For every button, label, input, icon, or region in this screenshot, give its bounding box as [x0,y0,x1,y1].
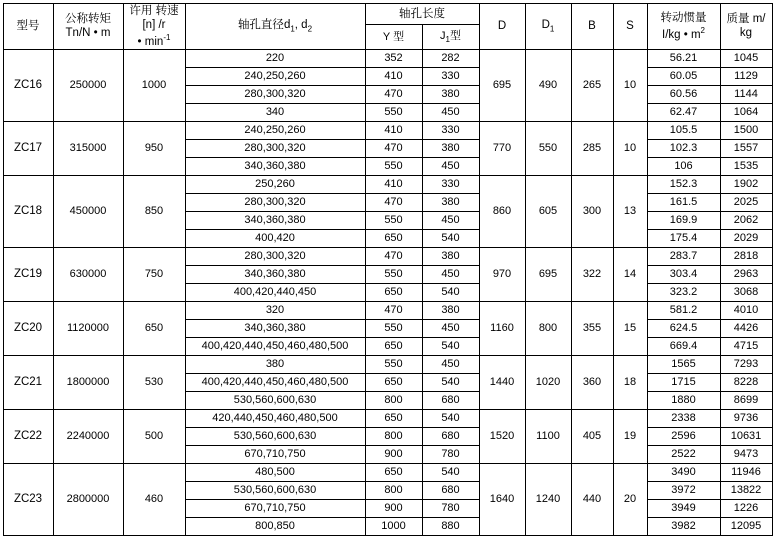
header-speed-line1: 许用 转速[n] /r [129,5,179,32]
row-bore-diameter-line: 670,710,750 [244,447,306,460]
row-nominal-torque: 2800000 [53,463,123,535]
row-length-j1 [422,409,479,463]
row-mass-line: 4010 [721,302,772,320]
row-bore-diameter-line: 480,500 [186,464,365,482]
row-permissible-speed: 650 [123,301,185,355]
row-bore-diameter [185,121,365,175]
row-inertia-line: 105.5 [648,122,720,140]
row-length-j1-line: 540 [423,374,479,392]
table-row [3,121,772,175]
row-b: 405 [571,409,613,463]
row-mass-line: 1902 [721,176,772,194]
row-mass [720,463,772,535]
row-inertia-line: 62.47 [669,105,698,118]
row-length-j1-line: 880 [441,519,460,532]
row-bore-diameter-line: 400,420,440,450 [233,285,317,298]
row-length-y-line: 410 [366,122,422,140]
header-torque-line2: Tn/N • m [65,27,111,40]
row-length-y-line: 550 [366,266,422,284]
row-length-y [365,463,422,535]
row-bore-diameter-line: 400,420 [255,231,295,244]
row-mass-line: 7293 [721,356,772,374]
row-mass-line: 4426 [721,320,772,338]
row-inertia-line: 2338 [648,410,720,428]
row-d: 695 [479,49,525,121]
row-inertia-line: 56.21 [648,50,720,68]
table-header [3,4,772,50]
row-length-j1 [422,121,479,175]
row-bore-diameter-line: 400,420,440,450,460,480,500 [186,374,365,392]
header-d1 [525,4,571,50]
row-model: ZC17 [3,121,53,175]
row-mass-line: 9473 [733,447,759,460]
row-mass-line: 1144 [721,86,772,104]
row-d1: 800 [525,301,571,355]
row-inertia [647,49,720,121]
row-mass-line: 13822 [721,482,772,500]
row-d1: 550 [525,121,571,175]
row-length-j1-line: 680 [441,393,460,406]
row-length-j1 [422,247,479,301]
row-length-y [365,409,422,463]
row-length-y-line: 650 [366,464,422,482]
row-mass-line: 2818 [721,248,772,266]
row-length-y-line: 650 [384,339,403,352]
header-bore-symbol-1: d [283,18,291,31]
row-length-j1 [422,301,479,355]
row-d: 1640 [479,463,525,535]
row-mass [720,175,772,247]
row-inertia-line: 60.56 [648,86,720,104]
row-length-j1-line: 780 [441,447,460,460]
row-length-y-line: 650 [384,285,403,298]
header-inertia-exponent: 2 [700,25,705,35]
row-mass-line: 1500 [721,122,772,140]
row-model: ZC19 [3,247,53,301]
row-bore-diameter [185,355,365,409]
header-torque [53,4,123,50]
row-bore-diameter [185,175,365,247]
table-row [3,49,772,121]
row-inertia-line: 669.4 [669,339,698,352]
row-bore-diameter-line: 400,420,440,450,460,480,500 [201,339,349,352]
row-length-j1-line: 680 [423,428,479,446]
row-length-j1-line: 450 [423,212,479,230]
row-inertia-line: 2596 [648,428,720,446]
row-inertia-line: 169.9 [648,212,720,230]
row-length-j1-line: 780 [423,500,479,518]
row-nominal-torque: 2240000 [53,409,123,463]
row-length-j1-line: 330 [423,176,479,194]
header-b: B [571,4,613,50]
row-nominal-torque: 315000 [53,121,123,175]
row-bore-diameter-line: 280,300,320 [186,194,365,212]
header-mass-line1: 质量 m/ [726,13,766,26]
row-inertia-line: 1715 [648,374,720,392]
row-length-j1 [422,49,479,121]
row-model: ZC23 [3,463,53,535]
header-length-j-sub: 1 [445,34,450,44]
row-permissible-speed: 1000 [123,49,185,121]
row-bore-diameter-line: 280,300,320 [186,248,365,266]
table-row [3,175,772,247]
row-bore-diameter-line: 340,360,380 [186,212,365,230]
row-length-y-line: 550 [366,212,422,230]
row-d1: 1020 [525,355,571,409]
row-inertia [647,463,720,535]
row-mass-line: 2062 [721,212,772,230]
row-length-y-line: 650 [384,231,403,244]
row-bore-diameter-line: 380 [186,356,365,374]
row-bore-diameter-line: 420,440,450,460,480,500 [186,410,365,428]
row-bore-diameter-line: 340 [265,105,285,118]
row-inertia [647,247,720,301]
row-length-j1-line: 450 [423,356,479,374]
header-length-j1 [422,25,479,50]
row-length-y-line: 1000 [381,519,406,532]
row-s: 10 [613,49,647,121]
row-length-y-line: 410 [366,176,422,194]
row-length-y-line: 470 [366,302,422,320]
row-length-j1-line: 540 [423,410,479,428]
row-length-j1 [422,463,479,535]
row-b: 440 [571,463,613,535]
row-inertia-line: 60.05 [648,68,720,86]
row-nominal-torque: 630000 [53,247,123,301]
row-length-y-line: 470 [366,140,422,158]
row-inertia [647,121,720,175]
row-mass-line: 11946 [721,464,772,482]
row-d: 770 [479,121,525,175]
row-length-j1-line: 450 [423,320,479,338]
row-mass-line: 1226 [721,500,772,518]
table-row [3,409,772,463]
row-bore-diameter [185,301,365,355]
header-bore-sub-1: 1 [290,24,295,34]
row-bore-diameter [185,409,365,463]
header-row-main [3,4,772,25]
row-b: 355 [571,301,613,355]
row-length-y-line: 800 [384,393,403,406]
row-length-y-line: 470 [366,86,422,104]
row-length-y-line: 550 [366,320,422,338]
row-s: 10 [613,121,647,175]
row-length-y [365,355,422,409]
header-bore-sub-2: 2 [307,24,313,34]
row-bore-diameter [185,463,365,535]
row-inertia-line: 3949 [648,500,720,518]
row-bore-diameter-line: 340,360,380 [186,320,365,338]
coupling-spec-table [3,3,773,536]
row-length-y-line: 470 [366,194,422,212]
row-length-j1-line: 540 [441,285,460,298]
row-inertia-line: 175.4 [669,231,698,244]
row-bore-diameter-line: 530,560,600,630 [186,428,365,446]
row-d: 970 [479,247,525,301]
row-permissible-speed: 530 [123,355,185,409]
row-inertia-line: 102.3 [648,140,720,158]
row-length-j1-line: 380 [423,194,479,212]
row-s: 18 [613,355,647,409]
row-nominal-torque: 1800000 [53,355,123,409]
header-length-j-tail: 型 [449,29,461,42]
row-inertia-line: 1565 [648,356,720,374]
row-mass-line: 1557 [721,140,772,158]
row-inertia-line: 3972 [648,482,720,500]
row-length-y-line: 352 [366,50,422,68]
row-mass-line: 1129 [721,68,772,86]
row-length-j1-line: 380 [423,248,479,266]
row-b: 265 [571,49,613,121]
row-inertia-line: 624.5 [648,320,720,338]
row-mass [720,355,772,409]
row-mass [720,301,772,355]
header-inertia [647,4,720,50]
row-length-j1-line: 330 [423,122,479,140]
header-speed-line2 [124,33,185,49]
row-length-j1-line: 380 [423,86,479,104]
row-bore-diameter-line: 240,250,260 [186,68,365,86]
row-bore-diameter [185,247,365,301]
row-model: ZC18 [3,175,53,247]
row-permissible-speed: 950 [123,121,185,175]
table-row [3,247,772,301]
header-speed-unit: • min [137,35,164,48]
header-s: S [613,4,647,50]
row-inertia-line: 3982 [671,519,696,532]
row-bore-diameter-line: 250,260 [186,176,365,194]
row-length-y [365,301,422,355]
row-inertia-line: 303.4 [648,266,720,284]
row-length-j1-line: 540 [441,339,460,352]
row-permissible-speed: 460 [123,463,185,535]
row-bore-diameter-line: 800,850 [255,519,295,532]
row-mass [720,409,772,463]
row-nominal-torque: 250000 [53,49,123,121]
row-inertia-line: 283.7 [648,248,720,266]
row-inertia-line: 152.3 [648,176,720,194]
row-mass-line: 2029 [733,231,759,244]
row-s: 13 [613,175,647,247]
row-length-j1 [422,355,479,409]
row-length-y [365,175,422,247]
header-inertia-line1: 转动惯量 [660,12,707,25]
row-length-y [365,49,422,121]
row-mass-line: 10631 [721,428,772,446]
header-bore-label: 轴孔直径 [237,18,284,31]
row-mass [720,49,772,121]
row-length-y-line: 800 [366,482,422,500]
row-permissible-speed: 850 [123,175,185,247]
row-mass [720,121,772,175]
row-d: 1160 [479,301,525,355]
row-inertia-line: 1880 [671,393,696,406]
row-length-y-line: 550 [384,105,403,118]
row-length-y-line: 800 [366,428,422,446]
row-inertia-line: 323.2 [669,285,698,298]
row-length-y-line: 900 [366,500,422,518]
row-s: 14 [613,247,647,301]
row-inertia [647,175,720,247]
row-d1: 1240 [525,463,571,535]
row-mass-line: 12095 [730,519,762,532]
row-inertia-line: 3490 [648,464,720,482]
row-length-j1-line: 282 [423,50,479,68]
header-torque-line1: 公称转矩 [65,13,111,26]
row-length-y-line: 550 [384,159,403,172]
row-model: ZC16 [3,49,53,121]
header-model: 型号 [3,4,53,50]
table-row [3,301,772,355]
row-d: 860 [479,175,525,247]
row-mass-line: 1535 [733,159,759,172]
row-length-j1-line: 380 [423,140,479,158]
row-mass-line: 1064 [733,105,759,118]
row-s: 19 [613,409,647,463]
row-length-j1-line: 450 [441,105,460,118]
row-bore-diameter-line: 280,300,320 [186,140,365,158]
header-speed [123,4,185,50]
row-mass-line: 2963 [721,266,772,284]
row-permissible-speed: 500 [123,409,185,463]
row-length-j1-line: 540 [423,464,479,482]
row-length-y-line: 900 [384,447,403,460]
row-inertia [647,409,720,463]
row-inertia-line: 581.2 [648,302,720,320]
row-mass-line: 3068 [733,285,759,298]
row-bore-diameter-line: 240,250,260 [186,122,365,140]
row-inertia [647,355,720,409]
table-row [3,355,772,409]
row-bore-diameter-line: 340,360,380 [186,266,365,284]
row-b: 285 [571,121,613,175]
row-bore-diameter-line: 280,300,320 [186,86,365,104]
header-bore-separator: , d [294,18,308,31]
header-mass [720,4,772,50]
row-length-y [365,121,422,175]
row-s: 20 [613,463,647,535]
row-length-j1-line: 540 [441,231,460,244]
header-d1-sub: 1 [549,24,555,34]
header-bore-diameter [185,4,365,50]
row-d1: 490 [525,49,571,121]
row-mass-line: 8228 [721,374,772,392]
row-length-j1 [422,175,479,247]
row-inertia-line: 161.5 [648,194,720,212]
row-model: ZC21 [3,355,53,409]
header-d1-symbol: D [541,18,550,31]
row-length-j1-line: 330 [423,68,479,86]
header-inertia-line2 [648,26,720,42]
row-model: ZC20 [3,301,53,355]
row-b: 322 [571,247,613,301]
row-bore-diameter-line: 530,560,600,630 [186,482,365,500]
row-d: 1440 [479,355,525,409]
row-inertia-line: 106 [674,159,693,172]
row-b: 360 [571,355,613,409]
row-length-y-line: 550 [366,356,422,374]
row-bore-diameter-line: 320 [186,302,365,320]
row-length-y [365,247,422,301]
row-length-j1-line: 680 [423,482,479,500]
row-inertia [647,301,720,355]
header-length-y: Y 型 [365,25,422,50]
header-mass-line2: kg [739,27,753,40]
header-bore-length: 轴孔长度 [365,4,479,25]
row-inertia-line: 2522 [671,447,696,460]
row-bore-diameter-line: 530,560,600,630 [233,393,317,406]
row-length-y-line: 410 [366,68,422,86]
row-mass [720,247,772,301]
row-d: 1520 [479,409,525,463]
header-inertia-unit: I/kg • m [662,28,701,41]
row-d1: 605 [525,175,571,247]
row-nominal-torque: 450000 [53,175,123,247]
row-bore-diameter-line: 220 [186,50,365,68]
row-mass-line: 4715 [733,339,759,352]
row-d1: 1100 [525,409,571,463]
row-length-j1-line: 380 [423,302,479,320]
row-d1: 695 [525,247,571,301]
table-body [3,49,772,535]
row-length-j1-line: 450 [423,266,479,284]
row-length-y-line: 650 [366,410,422,428]
row-mass-line: 2025 [721,194,772,212]
row-permissible-speed: 750 [123,247,185,301]
row-s: 15 [613,301,647,355]
row-length-j1-line: 450 [441,159,460,172]
row-length-y-line: 470 [366,248,422,266]
row-mass-line: 1045 [721,50,772,68]
row-length-y-line: 650 [366,374,422,392]
header-speed-exponent: -1 [163,32,171,42]
table-row [3,463,772,535]
row-nominal-torque: 1120000 [53,301,123,355]
row-b: 300 [571,175,613,247]
row-bore-diameter-line: 340,360,380 [244,159,306,172]
header-length-j-symbol: J [440,29,446,42]
row-bore-diameter [185,49,365,121]
row-bore-diameter-line: 670,710,750 [186,500,365,518]
row-mass-line: 9736 [721,410,772,428]
row-model: ZC22 [3,409,53,463]
row-mass-line: 8699 [733,393,759,406]
header-d: D [479,4,525,50]
